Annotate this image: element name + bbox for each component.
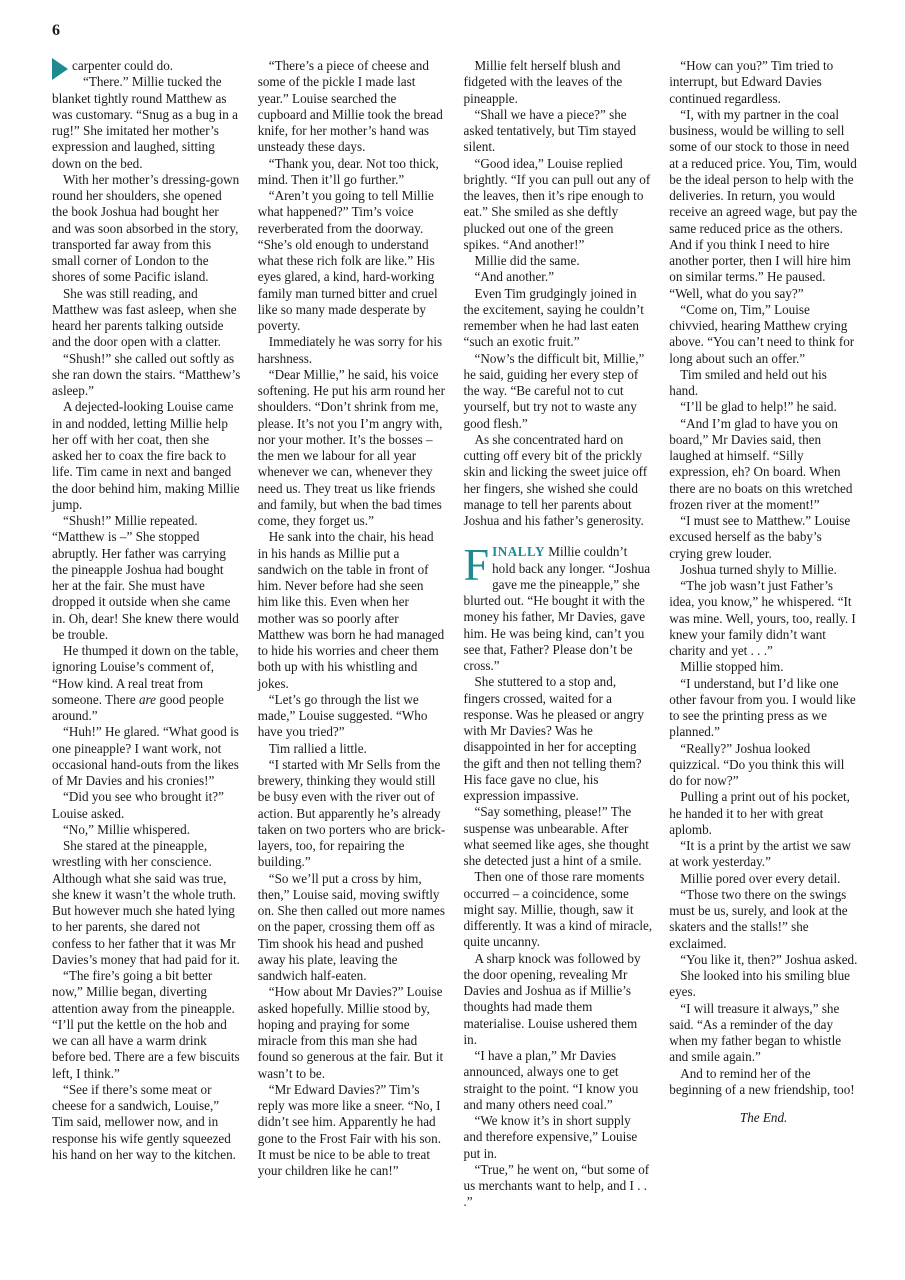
paragraph: He thumped it down on the table, ignoring Louise’s comment of, “How kind. A real treat from someone. There are good people around.” [52, 643, 239, 723]
paragraph: With her mother’s dressing-gown round her shoulders, she opened the book Joshua had bought her and was soon absorbed in the story, transported far away from this small corner of London to the shores of some Pacific island. [52, 171, 240, 285]
column-4 [669, 58, 858, 1238]
paragraph: “Shush!” she called out softly as she ran down the stairs. “Matthew’s asleep.” [52, 350, 241, 398]
paragraph: “I understand, but I’d like one other favour from you. I would like to see the printing press as we planned.” [669, 675, 856, 740]
paragraph: Pulling a print out of his pocket, he handed it to her with great aplomb. [669, 789, 850, 837]
story-columns [52, 58, 858, 1238]
the-end: The End. [739, 1110, 788, 1125]
paragraph: “No,” Millie whispered. [63, 821, 190, 837]
paragraph: “Dear Millie,” he said, his voice softening. He put his arm round her shoulders. “Don’t shrink from me, please. It’s not you I’m angry with, nor your mother. It’s the bosses – the men we labour for all year whenever we can, whenever they need us. They treat us like friends and family, but when the bad times come, they forget us.” [257, 366, 445, 528]
paragraph: “Really?” Joshua looked quizzical. “Do you think this will do for now?” [669, 740, 845, 788]
paragraph: “I started with Mr Sells from the brewery, thinking they would still be busy even with the river out of action. But apparently he’s already taken on two porters who are brick-layers, too, for repairing the building.” [257, 756, 446, 870]
paragraph: Joshua turned shyly to Millie. [680, 561, 837, 577]
paragraph: “True,” he went on, “but some of us merchants want to help, and I . . .” [463, 1161, 650, 1210]
paragraph: Millie did the same. [474, 253, 580, 268]
paragraph: Tim rallied a little. [268, 740, 367, 756]
paragraph: carpenter could do. [52, 58, 241, 74]
paragraph: She was still reading, and Matthew was fast asleep, when she heard her parents talking outside and the door open with a clatter. [52, 285, 237, 350]
paragraph: “And I’m glad to have you on board,” Mr Davies said, then laughed at himself. “Silly expression, eh? On board. When there are no boats on this wretched frozen river at the moment!” [669, 415, 853, 512]
paragraph: “I, with my partner in the coal business, would be willing to sell some of our stock to those in need at a reduced price. You, Tim, would be the ideal person to help with the deliveries. In return, you would receive an agreed wage, but pay the same reduced price as the others. And if you think I need to hire another porter, then I will hire him on similar terms.” He paused. “Well, what do you say?” [669, 106, 858, 301]
paragraph: Millie pored over every detail. [680, 870, 841, 886]
paragraph: “Come on, Tim,” Louise chivvied, hearing Matthew crying above. “You can’t need to think for long about such an offer.” [669, 301, 855, 366]
paragraph: “I have a plan,” Mr Davies announced, always one to get straight to the point. “I know you and many others need coal.” [463, 1048, 639, 1112]
paragraph: Tim smiled and held out his hand. [669, 366, 827, 398]
paragraph: Then one of those rare moments occurred – a coincidence, some might say. Millie, though, saw it differently. It was a kind of miracle, quite uncanny. [463, 869, 653, 950]
page-number: 6 [52, 22, 60, 39]
paragraph: She stared at the pineapple, wrestling with her conscience. Although what she said was true, she knew it wasn’t the whole truth. But however much she hated lying to her parents, she dared not confess to her father that it was Mr Davies’s money that had paid for it. [52, 838, 240, 967]
paragraph: “I will treasure it always,” she said. “As a reminder of the day when my father began to whistle and smile again.” [669, 1000, 842, 1065]
continued-marker-icon [52, 58, 68, 80]
drop-cap: F [463, 539, 490, 591]
paragraph: “The fire’s going a bit better now,” Millie began, diverting attention away from the pineapple. “I’ll put the kettle on the hob and we can all have a warm drink before bed. There are a few biscuits left, I think.” [52, 968, 240, 1081]
paragraph: “Good idea,” Louise replied brightly. “If you can pull out any of the leaves, then it’s ripe enough to eat.” She smiled as she deftly plucked out one of the green spikes. “And another!” [463, 155, 651, 252]
paragraph: “We know it’s in short supply and therefore expensive,” Louise put in. [463, 1113, 638, 1161]
paragraph: “Say something, please!” The suspense was unbearable. After what seemed like ages, she thought she detected just a hint of a smile. [463, 804, 649, 868]
paragraph: “Aren’t you going to tell Millie what happened?” Tim’s voice reverberated from the doorway. “She’s old enough to understand what these rich folk are like.” His eyes glared, a kind, hard-working family man turned bitter and cruel like so many made desperate by poverty. [257, 188, 438, 333]
paragraph: “You like it, then?” Joshua asked. [680, 951, 858, 967]
paragraph: “How about Mr Davies?” Louise asked hopefully. Millie stood by, hoping and praying for some miracle from this man she had found so generous at the fair. But it wasn’t to be. [257, 984, 444, 1081]
paragraph: “There’s a piece of cheese and some of the pickle I made last year.” Louise searched the cupboard and Millie took the bread knife, for her mother’s hand was unsteady these days. [257, 58, 443, 155]
paragraph: “Huh!” He glared. “What good is one pineapple? I want work, not occasional hand-outs from the likes of Mr Davies and his cronies!” [52, 724, 239, 788]
paragraph: Even Tim grudgingly joined in the excitement, saying he couldn’t remember when he had last eaten “such an exotic fruit.” [463, 285, 644, 350]
paragraph: She stuttered to a stop and, fingers crossed, waited for a response. Was he pleased or angry with Mr Davies? Was he disappointed in her for accepting the gift and then not telling them? His face gave no clue, his expression impassive. [463, 674, 644, 803]
column-3 [464, 58, 653, 1238]
paragraph: “Now’s the difficult bit, Millie,” he said, guiding her every step of the way. “Be careful not to cut yourself, but try not to waste any good flesh.” [463, 350, 645, 431]
paragraph: “I’ll be glad to help!” he said. [680, 399, 837, 415]
paragraph: Millie felt herself blush and fidgeted with the leaves of the pineapple. [463, 58, 623, 106]
paragraph: “There.” Millie tucked the blanket tightly round Matthew as was customary. “Snug as a bug in a rug!” She imitated her mother’s expression and laughed, sitting down on the bed. [52, 74, 238, 171]
paragraph: And to remind her of the beginning of a new friendship, too! [669, 1065, 855, 1097]
paragraph: A dejected-looking Louise came in and nodded, letting Millie help her off with her coat, then she asked her to coax the fire back to life. Tim came in next and banged the door behind him, making Millie jump. [52, 399, 240, 512]
paragraph: “I must see to Matthew.” Louise excused herself as the baby’s crying grew louder. [669, 513, 851, 561]
section-start-paragraph: FINALLY Millie couldn’t hold back any longer. “Joshua gave me the pineapple,” she blurted out. “He bought it with the money his father, Mr Davies, gave him. He was being kind, can’t you see that, Father? Please don’t be cross.” [463, 539, 651, 673]
paragraph: As she concentrated hard on cutting off every bit of the prickly skin and licking the sweet juice off her fingers, she wished she could manage to tell her parents about Joshua and his father’s generosity. [463, 431, 648, 528]
column-2 [258, 58, 447, 1238]
paragraph: “How can you?” Tim tried to interrupt, but Edward Davies continued regardless. [669, 58, 834, 106]
paragraph: “Shall we have a piece?” she asked tentatively, but Tim stayed silent. [463, 106, 637, 155]
paragraph: “Shush!” Millie repeated. “Matthew is –” She stopped abruptly. Her father was carrying the pineapple Joshua had bought her at the fair. She must have dropped it outside when she came in. Oh, dear! She knew there would be trouble. [52, 513, 239, 642]
paragraph: “Did you see who brought it?” Louise asked. [52, 789, 224, 821]
paragraph: “Let’s go through the list we made,” Louise suggested. “Who have you tried?” [257, 691, 428, 740]
column-1 [52, 58, 241, 1238]
paragraph: “See if there’s some meat or cheese for a sandwich, Louise,” Tim said, mellower now, and in response his wife gently squeezed his hand on her way to the kitchen. [52, 1081, 236, 1162]
lead-in-caps: INALLY [492, 544, 545, 560]
paragraph: A sharp knock was followed by the door opening, revealing Mr Davies and Joshua as if Millie’s thoughts had made them materialise. Louise ushered them in. [463, 950, 641, 1047]
paragraph: “The job wasn’t just Father’s idea, you know,” he whispered. “It was mine. Well, yours, too, really. I knew your family didn’t want charity and yet . . .” [669, 578, 856, 658]
paragraph: He sank into the chair, his head in his hands as Millie put a sandwich on the table in front of him. Never before had she seen him like this. Even when her mother was so poorly after Matthew was born he had managed to hide his worries and cheer them both up with his whistling and jokes. [257, 529, 445, 691]
paragraph: “So we’ll put a cross by him, then,” Louise said, moving swiftly on. She then called out more names on the paper, crossing them off as Tim shook his head and pushed away his plate, leaving the sandwich half-eaten. [257, 870, 445, 983]
paragraph: Millie stopped him. [680, 659, 784, 675]
paragraph: “And another.” [474, 269, 555, 285]
paragraph: “Thank you, dear. Not too thick, mind. Then it’ll go further.” [257, 155, 439, 187]
paragraph: “Those two there on the swings must be us, surely, and look at the skaters and the stalls!” she exclaimed. [669, 886, 848, 951]
paragraph: She looked into his smiling blue eyes. [669, 968, 850, 1000]
paragraph: “It is a print by the artist we saw at work yesterday.” [669, 838, 852, 870]
paragraph: “Mr Edward Davies?” Tim’s reply was more like a sneer. “No, I didn’t see him. Apparently he had gone to the Frost Fair with his son. It must be nice to be able to treat your children like he can!” [257, 1081, 441, 1178]
paragraph: Immediately he was sorry for his harshness. [257, 334, 443, 366]
